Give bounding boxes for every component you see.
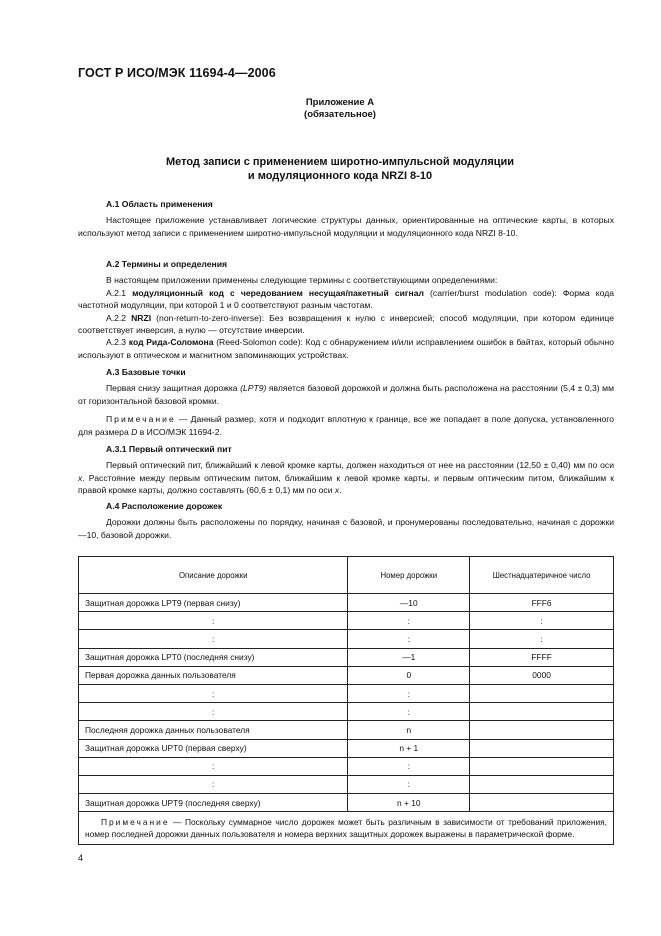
table-note-row	[79, 812, 614, 845]
column-header-hex: Шестнадцатеричное число	[470, 557, 614, 594]
section-a4	[78, 500, 614, 541]
term-a22-definition: (non-return-to-zero-inverse): Без возвращения к нулю с инверсией; способ модуляции, при котором единице соответствует инверсия, а нулю — отсутствие инверсии.	[78, 312, 614, 336]
section-a3-note-part: — Данный размер, хотя и подходит вплотную к границе, все же попадает в поле допуска, установленного для размера	[78, 414, 614, 437]
term-a21-number: А.2.1	[106, 287, 133, 298]
section-a31-text-part: Первый оптический пит, ближайший к левой кромке карты, должен находиться от нее на расстоянии (12,50 ± 0,40) мм по оси	[106, 460, 614, 471]
section-a31	[78, 443, 614, 497]
section-a3-text-part: является базовой дорожкой и должна быть расположена на расстоянии (5,4 ± 0,3) мм от горизонтальной базовой кромки.	[78, 383, 614, 406]
annex-label: Приложение А	[305, 97, 375, 108]
section-a3	[78, 366, 614, 438]
table-row	[79, 739, 614, 757]
section-a2	[78, 258, 614, 361]
annex-title	[60, 155, 620, 183]
cell-description: Защитная дорожка UPT0 (первая сверху)	[79, 739, 348, 757]
section-a2-heading: А.2 Термины и определения	[106, 259, 228, 269]
cell-description: Последняя дорожка данных пользователя	[79, 721, 348, 739]
table-row	[79, 794, 614, 812]
section-a4-heading: А.4 Расположение дорожек	[106, 501, 223, 511]
cell-description: :	[79, 684, 348, 702]
page-number: 4	[78, 853, 84, 863]
table-row	[79, 666, 614, 684]
section-a2-intro: В настоящем приложении применены следующие термины с соответствующими определениями:	[106, 275, 498, 286]
section-a4-text: Дорожки должны быть расположены по порядку, начиная с базовой, и пронумерованы последовательно, начиная с дорожки —10, базовой дорожки.	[78, 517, 614, 540]
cell-track-number: —1	[348, 648, 470, 666]
term-a21-definition: (carrier/burst modulation code): Форма кода частотной модуляции, при которой 1 и 0 соответствуют разным частотам.	[78, 287, 615, 311]
cell-track-number: :	[348, 757, 470, 775]
annex-title-line1: Метод записи с применением широтно-импульсной модуляции	[165, 156, 515, 168]
term-a23-term: код Рида-Соломона	[128, 337, 214, 348]
section-a3-note	[78, 413, 614, 438]
cell-hex	[470, 739, 614, 757]
table-row	[79, 684, 614, 702]
cell-hex: :	[470, 612, 614, 630]
table-row	[79, 757, 614, 775]
cell-track-number: :	[348, 775, 470, 793]
table-row	[79, 612, 614, 630]
section-a1-text: Настоящее приложение устанавливает логические структуры данных, ориентированные на оптические карты, в которых используют метод записи с применением широтно-импульсной модуляции и модуляционного кода NRZI 8-10.	[78, 215, 614, 238]
cell-description: Первая дорожка данных пользователя	[79, 666, 348, 684]
cell-description: :	[79, 775, 348, 793]
section-a31-text	[78, 459, 614, 496]
term-a21-term: модуляционный код с чередованием несущая/пакетный сигнал	[132, 287, 424, 298]
cell-description: Защитная дорожка UPT9 (последняя сверху)	[79, 794, 348, 812]
cell-hex	[470, 794, 614, 812]
cell-track-number: :	[348, 703, 470, 721]
section-a3-note-part: в ИСО/МЭК 11694-2.	[137, 426, 222, 437]
cell-hex: FFF6	[470, 594, 614, 612]
axis-x: x	[78, 472, 83, 483]
cell-hex: :	[470, 630, 614, 648]
table-row	[79, 630, 614, 648]
column-header-description: Описание дорожки	[79, 557, 348, 594]
term-a23-definition: (Reed-Solomon code): Код с обнаружением и/или исправлением ошибок в байтах, который обычно используют в оптическом и магнитном запоминающих устройствах.	[78, 337, 614, 360]
table-row	[79, 721, 614, 739]
axis-x: x	[334, 485, 340, 496]
table-note-text: — Поскольку суммарное число дорожек может быть различным в зависимости от требований приложения, номер последней дорожки данных пользователя и номера верхних защитных дорожек выражены в параметрической форме.	[85, 817, 607, 840]
cell-hex	[470, 775, 614, 793]
cell-hex	[470, 684, 614, 702]
table-row	[79, 648, 614, 666]
tracks-table-body	[79, 557, 614, 812]
section-a1-heading: А.1 Область применения	[106, 199, 213, 209]
cell-hex	[470, 757, 614, 775]
section-a3-note-italic: D	[131, 426, 138, 437]
cell-track-number: :	[348, 630, 470, 648]
table-row	[79, 775, 614, 793]
cell-description: Защитная дорожка LPT0 (последняя снизу)	[79, 648, 348, 666]
standard-number: ГОСТ Р ИСО/МЭК 11694-4—2006	[78, 66, 276, 80]
table-row	[79, 703, 614, 721]
tracks-table	[78, 556, 614, 845]
term-a22-number: А.2.2	[106, 312, 132, 323]
cell-description: Защитная дорожка LPT9 (первая снизу)	[79, 594, 348, 612]
cell-track-number: 0	[348, 666, 470, 684]
cell-track-number: :	[348, 612, 470, 630]
section-a3-text-part: Первая снизу защитная дорожка	[106, 383, 241, 394]
table-note	[79, 812, 614, 845]
table-row	[79, 594, 614, 612]
section-a3-text-italic: (LPT9)	[240, 383, 267, 394]
note-label: Примечание	[101, 817, 170, 828]
term-a23	[78, 336, 614, 361]
term-a23-number: А.2.3	[106, 337, 129, 348]
note-label: Примечание	[106, 414, 176, 425]
column-header-track-number: Номер дорожки	[348, 557, 470, 594]
table-header-row	[79, 557, 614, 594]
annex-heading	[60, 97, 620, 121]
section-a3-heading: А.3 Базовые точки	[106, 367, 186, 377]
cell-description: :	[79, 630, 348, 648]
section-a31-heading: А.3.1 Первый оптический пит	[106, 444, 232, 454]
cell-description: :	[79, 703, 348, 721]
term-a22-term: NRZI	[131, 312, 152, 323]
cell-track-number: n + 10	[348, 794, 470, 812]
term-a22	[78, 312, 614, 337]
section-a1	[78, 198, 614, 239]
cell-track-number: n + 1	[348, 739, 470, 757]
cell-track-number: —10	[348, 594, 470, 612]
section-a31-text-part: .	[339, 485, 342, 496]
section-a3-text	[78, 382, 614, 407]
cell-hex	[470, 703, 614, 721]
term-a21	[78, 287, 614, 312]
annex-status: (обязательное)	[304, 109, 376, 120]
cell-hex	[470, 721, 614, 739]
cell-hex: 0000	[470, 666, 614, 684]
cell-description: :	[79, 757, 348, 775]
cell-track-number: n	[348, 721, 470, 739]
cell-description: :	[79, 612, 348, 630]
annex-title-line2: и модуляционного кода NRZI 8-10	[247, 170, 433, 182]
cell-track-number: :	[348, 684, 470, 702]
section-a31-text-part: . Расстояние между первым оптическим питом, ближайшим к левой кромке карты, и первым оптическим питом, ближайшим к правой кромке карты, должно составлять (60,6 ± 0,1) мм по оси	[78, 472, 614, 496]
cell-hex: FFFF	[470, 648, 614, 666]
